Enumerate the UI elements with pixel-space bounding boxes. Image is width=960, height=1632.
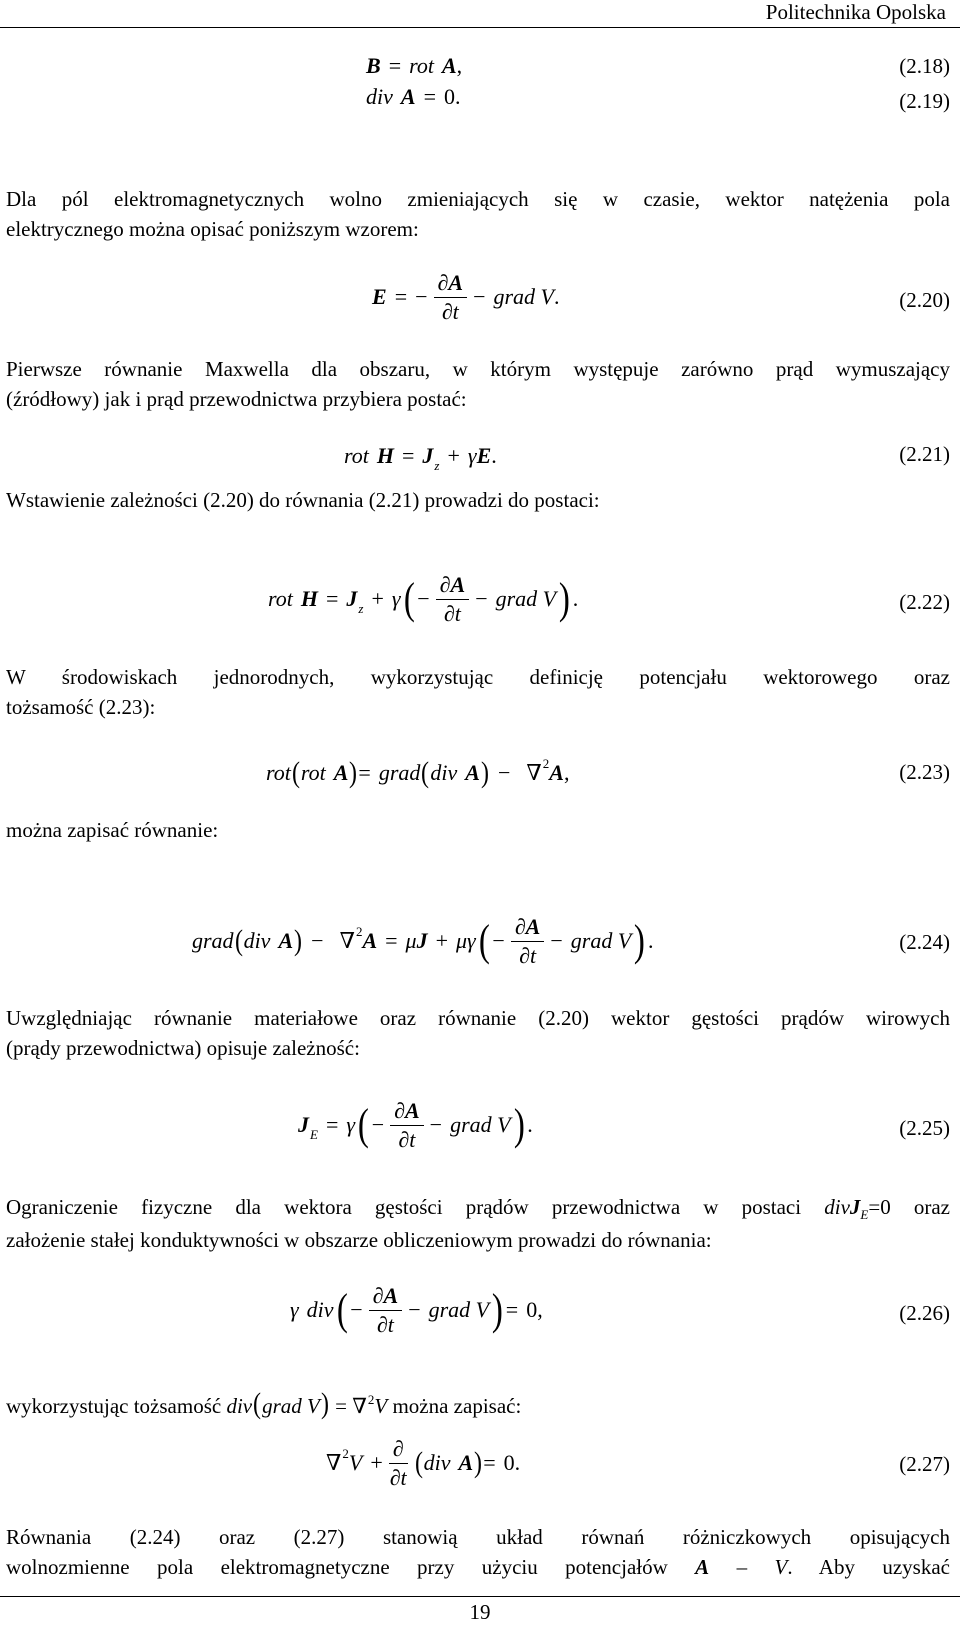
eq218-rot: rot — [409, 53, 434, 78]
eq226-zero: 0 — [526, 1297, 538, 1322]
eq224-gradV: grad V — [570, 928, 632, 953]
eq223-rparen: ) — [349, 756, 358, 789]
eq224-minus3: − — [550, 928, 563, 953]
eq224-mugamma: μγ — [456, 928, 476, 953]
eq222-den: ∂t — [443, 600, 461, 626]
eq227-end: . — [514, 1450, 521, 1475]
paragraph-9 — [6, 1522, 950, 1582]
eq222-minus: − — [417, 586, 430, 611]
eq223-nabla: ∇ — [526, 760, 542, 785]
page-number: 19 — [469, 1600, 491, 1624]
eq227-rparen: ) — [474, 1446, 483, 1479]
eq224-minus2: − — [492, 928, 505, 953]
p3-line-1: Wstawienie zależności (2.20) do równania (2.21) prowadzi do postaci: — [6, 488, 600, 512]
eq227-zero: 0 — [503, 1450, 515, 1475]
eq224-fraction — [511, 914, 545, 969]
eq221-gamma: γ — [467, 443, 477, 468]
paragraph-4 — [6, 662, 950, 722]
p8-text-b: można zapisać: — [387, 1394, 522, 1418]
p7-J: J — [849, 1195, 861, 1219]
eq222-grad: grad V — [495, 586, 557, 611]
eq220-den: ∂t — [441, 298, 459, 324]
eq227-lparen: ( — [414, 1446, 423, 1479]
eq227-fraction — [389, 1436, 408, 1491]
eq220-op: = — [394, 284, 408, 309]
p9-line-1: Równania (2.24) oraz (2.27) stanowią układ równań różniczkowych opisujących — [6, 1525, 950, 1549]
eq224-A: A — [278, 928, 294, 953]
p4-line-2: tożsamość (2.23): — [6, 695, 156, 719]
eq224-lparen2: ( — [478, 916, 490, 965]
header-rule — [0, 27, 960, 28]
eq226-grad: grad V — [428, 1297, 490, 1322]
eq219-tail: . — [455, 84, 461, 109]
eq226-number: (2.26) — [899, 1301, 950, 1325]
eq226-minus2: − — [408, 1297, 421, 1322]
eq226-lparen: ( — [336, 1285, 348, 1334]
eq221-plus: + — [447, 443, 460, 468]
p8-div: div — [226, 1394, 253, 1418]
eq224-lparen: ( — [234, 924, 243, 957]
eq222-lparen: ( — [403, 574, 415, 623]
eq219-A: A — [400, 84, 416, 109]
p7-sub: E — [860, 1207, 869, 1222]
eq223-rparen2: ) — [480, 756, 489, 789]
eq226-op: = — [505, 1297, 519, 1322]
eq222-op: = — [325, 586, 339, 611]
eq224-J: J — [416, 928, 428, 953]
p8-V: V — [374, 1394, 388, 1418]
eq223-lparen: ( — [291, 756, 300, 789]
eq223-minus: − — [497, 760, 511, 785]
eq220-fraction — [434, 270, 468, 325]
eq218-A: A — [441, 53, 457, 78]
eq223-op: = — [358, 760, 371, 785]
eq222-gamma: γ — [391, 586, 401, 611]
eq222-number: (2.22) — [899, 590, 950, 614]
paragraph-7 — [6, 1192, 950, 1255]
eq224-num: ∂A — [511, 914, 545, 942]
eq223-div: div — [430, 760, 458, 785]
eq220-num: ∂A — [434, 270, 468, 298]
eq226-rparen: ) — [491, 1285, 503, 1334]
eq224-div: div — [243, 928, 271, 953]
eq223-A3: A — [549, 760, 564, 785]
paragraph-6 — [6, 1003, 950, 1063]
eq222-end: . — [572, 586, 579, 611]
eq220-end: . — [554, 284, 560, 309]
eq227-num: ∂ — [389, 1436, 408, 1464]
eq225-op: = — [325, 1112, 339, 1137]
eq226-fraction — [369, 1283, 403, 1338]
eq224-rparen2: ) — [634, 916, 646, 965]
eq224-grad: grad — [192, 928, 234, 953]
p1-line-2: elektrycznego można opisać poniższym wzorem: — [6, 217, 419, 241]
eq225-J: J — [298, 1112, 309, 1137]
eq225-end: . — [527, 1112, 533, 1137]
eq224-number: (2.24) — [899, 930, 950, 954]
eq227-sq: 2 — [342, 1446, 349, 1461]
eq222-J: J — [346, 586, 358, 611]
eq222-sub: z — [358, 601, 364, 616]
eq224-sq: 2 — [355, 924, 363, 939]
p8-lparen: ( — [253, 1387, 262, 1420]
eq221-H: H — [376, 443, 394, 468]
eq225-rparen: ) — [513, 1100, 525, 1149]
p8-op: = — [335, 1394, 347, 1418]
eq224-minus: − — [311, 928, 324, 953]
p7-div: div — [824, 1195, 850, 1219]
eq224-op: = — [385, 928, 398, 953]
eq227-V: V — [348, 1450, 363, 1475]
eq225-num: ∂A — [390, 1098, 424, 1126]
eq227-op: = — [483, 1450, 496, 1475]
p7-line-1-tail: =0 oraz — [868, 1195, 950, 1219]
eq223-A2: A — [465, 760, 480, 785]
eq222-H: H — [300, 586, 318, 611]
eq219-rhs: 0 — [444, 84, 455, 109]
p8-grad: grad V — [262, 1394, 320, 1418]
p9-line-2-text: wolnozmienne pola elektromagnetyczne przy użyciu potencjałów — [6, 1555, 696, 1579]
p9-A: A — [695, 1555, 710, 1579]
eq225-minus2: − — [429, 1112, 443, 1137]
eq221-end: . — [491, 443, 497, 468]
eq224-A2: A — [362, 928, 378, 953]
page-header — [0, 0, 960, 30]
eq227-den: ∂t — [389, 1464, 407, 1490]
eq223-lparen2: ( — [421, 756, 430, 789]
eq225-grad: grad V — [450, 1112, 511, 1137]
eq222-rot: rot — [268, 586, 293, 611]
p2-line-1: Pierwsze równanie Maxwella dla obszaru, w którym występuje zarówno prąd wymuszający — [6, 357, 950, 381]
p7-line-1-text: Ograniczenie fizyczne dla wektora gęstości prądów przewodnictwa w postaci — [6, 1195, 825, 1219]
paragraph-5 — [6, 815, 950, 845]
p9-dash: – — [709, 1555, 775, 1579]
eq224-nabla: ∇ — [339, 928, 355, 953]
eq221-op: = — [401, 443, 415, 468]
eq220-grad: grad V — [493, 284, 554, 309]
eq223-sq: 2 — [542, 756, 550, 771]
eq223-end: , — [563, 760, 570, 785]
eq221-number: (2.21) — [899, 442, 950, 466]
eq226-num: ∂A — [369, 1283, 403, 1311]
eq219-op: = — [423, 84, 436, 109]
eq226-den: ∂t — [376, 1311, 394, 1337]
eq226-minus: − — [350, 1297, 363, 1322]
eq227-plus: + — [370, 1450, 383, 1475]
eq227-number: (2.27) — [899, 1452, 950, 1476]
eq226-div: div — [306, 1297, 334, 1322]
paragraph-1 — [6, 184, 950, 244]
eq223-rot: rot — [266, 760, 291, 785]
eq220-minus2: − — [473, 284, 486, 309]
eq225-gamma: γ — [346, 1112, 356, 1137]
p9-V: V — [774, 1555, 788, 1579]
eq224-plus: + — [435, 928, 449, 953]
eq223-A: A — [333, 760, 349, 785]
p6-line-2: (prądy przewodnictwa) opisuje zależność: — [6, 1036, 360, 1060]
eq227-A: A — [458, 1450, 474, 1475]
eq223-number: (2.23) — [899, 760, 950, 784]
p8-line-1 — [6, 1389, 950, 1424]
p9-line-2 — [6, 1552, 950, 1582]
eq220-number: (2.20) — [899, 288, 950, 312]
eq218-tail: , — [456, 53, 463, 78]
eq227-div: div — [423, 1450, 451, 1475]
eq223-grad: grad — [378, 760, 421, 785]
eq221-J: J — [422, 443, 434, 468]
eq227-nabla: ∇ — [326, 1450, 342, 1475]
eq223-rot2: rot — [300, 760, 326, 785]
eq218-op: = — [388, 53, 402, 78]
eq225-den: ∂t — [398, 1126, 416, 1152]
eq222-fraction — [436, 572, 470, 627]
p8-text-a: wykorzystując tożsamość — [6, 1394, 227, 1418]
eq220-minus: − — [415, 284, 428, 309]
p1-line-1: Dla pól elektromagnetycznych wolno zmieniających się w czasie, wektor natężenia pola — [6, 187, 950, 211]
eq226-end: , — [537, 1297, 543, 1322]
p8-nabla: ∇ — [352, 1394, 367, 1418]
eq218-number: (2.18) — [899, 54, 950, 78]
p7-line-2: założenie stałej konduktywności w obszarze obliczeniowym prowadzi do równania: — [6, 1228, 712, 1252]
p2-line-2: (źródłowy) jak i prąd przewodnictwa przybiera postać: — [6, 387, 467, 411]
p8-sq: 2 — [367, 1392, 375, 1407]
eq222-rparen: ) — [558, 574, 570, 623]
eq226-gamma: γ — [290, 1297, 299, 1322]
paragraph-2 — [6, 354, 950, 414]
eq225-minus: − — [371, 1112, 385, 1137]
eq222-minus2: − — [475, 586, 488, 611]
eq224-den: ∂t — [519, 942, 537, 968]
eq219-div: div — [366, 84, 393, 109]
eq225-number: (2.25) — [899, 1116, 950, 1140]
eq224-rparen: ) — [294, 924, 303, 957]
header-institution: Politechnika Opolska — [765, 0, 946, 24]
p8-rparen: ) — [320, 1387, 329, 1420]
paragraph-8 — [6, 1389, 950, 1424]
p7-line-1 — [6, 1192, 950, 1225]
eq225-sub: E — [310, 1127, 318, 1142]
p4-line-1: W środowiskach jednorodnych, wykorzystując definicję potencjału wektorowego oraz — [6, 665, 950, 689]
eq224-mu: μ — [405, 928, 417, 953]
eq222-plus: + — [371, 586, 384, 611]
eq222-num: ∂A — [436, 572, 470, 600]
eq221-rot: rot — [344, 443, 369, 468]
footer-rule — [0, 1596, 960, 1597]
p6-line-1: Uwzględniając równanie materiałowe oraz równanie (2.20) wektor gęstości prądów wirowych — [6, 1006, 950, 1030]
eq225-lparen: ( — [357, 1100, 369, 1149]
eq225-fraction — [390, 1098, 424, 1153]
eq224-end: . — [647, 928, 654, 953]
eq220-E: E — [372, 284, 387, 309]
p9-line-2-tail: . Aby uzyskać — [787, 1555, 950, 1579]
p5-line-1: można zapisać równanie: — [6, 818, 219, 842]
paragraph-3 — [6, 485, 950, 515]
eq221-sub: z — [434, 458, 440, 473]
eq219-number: (2.19) — [899, 89, 950, 113]
eq221-E: E — [476, 443, 492, 468]
eq218-lhs: B — [366, 53, 381, 78]
